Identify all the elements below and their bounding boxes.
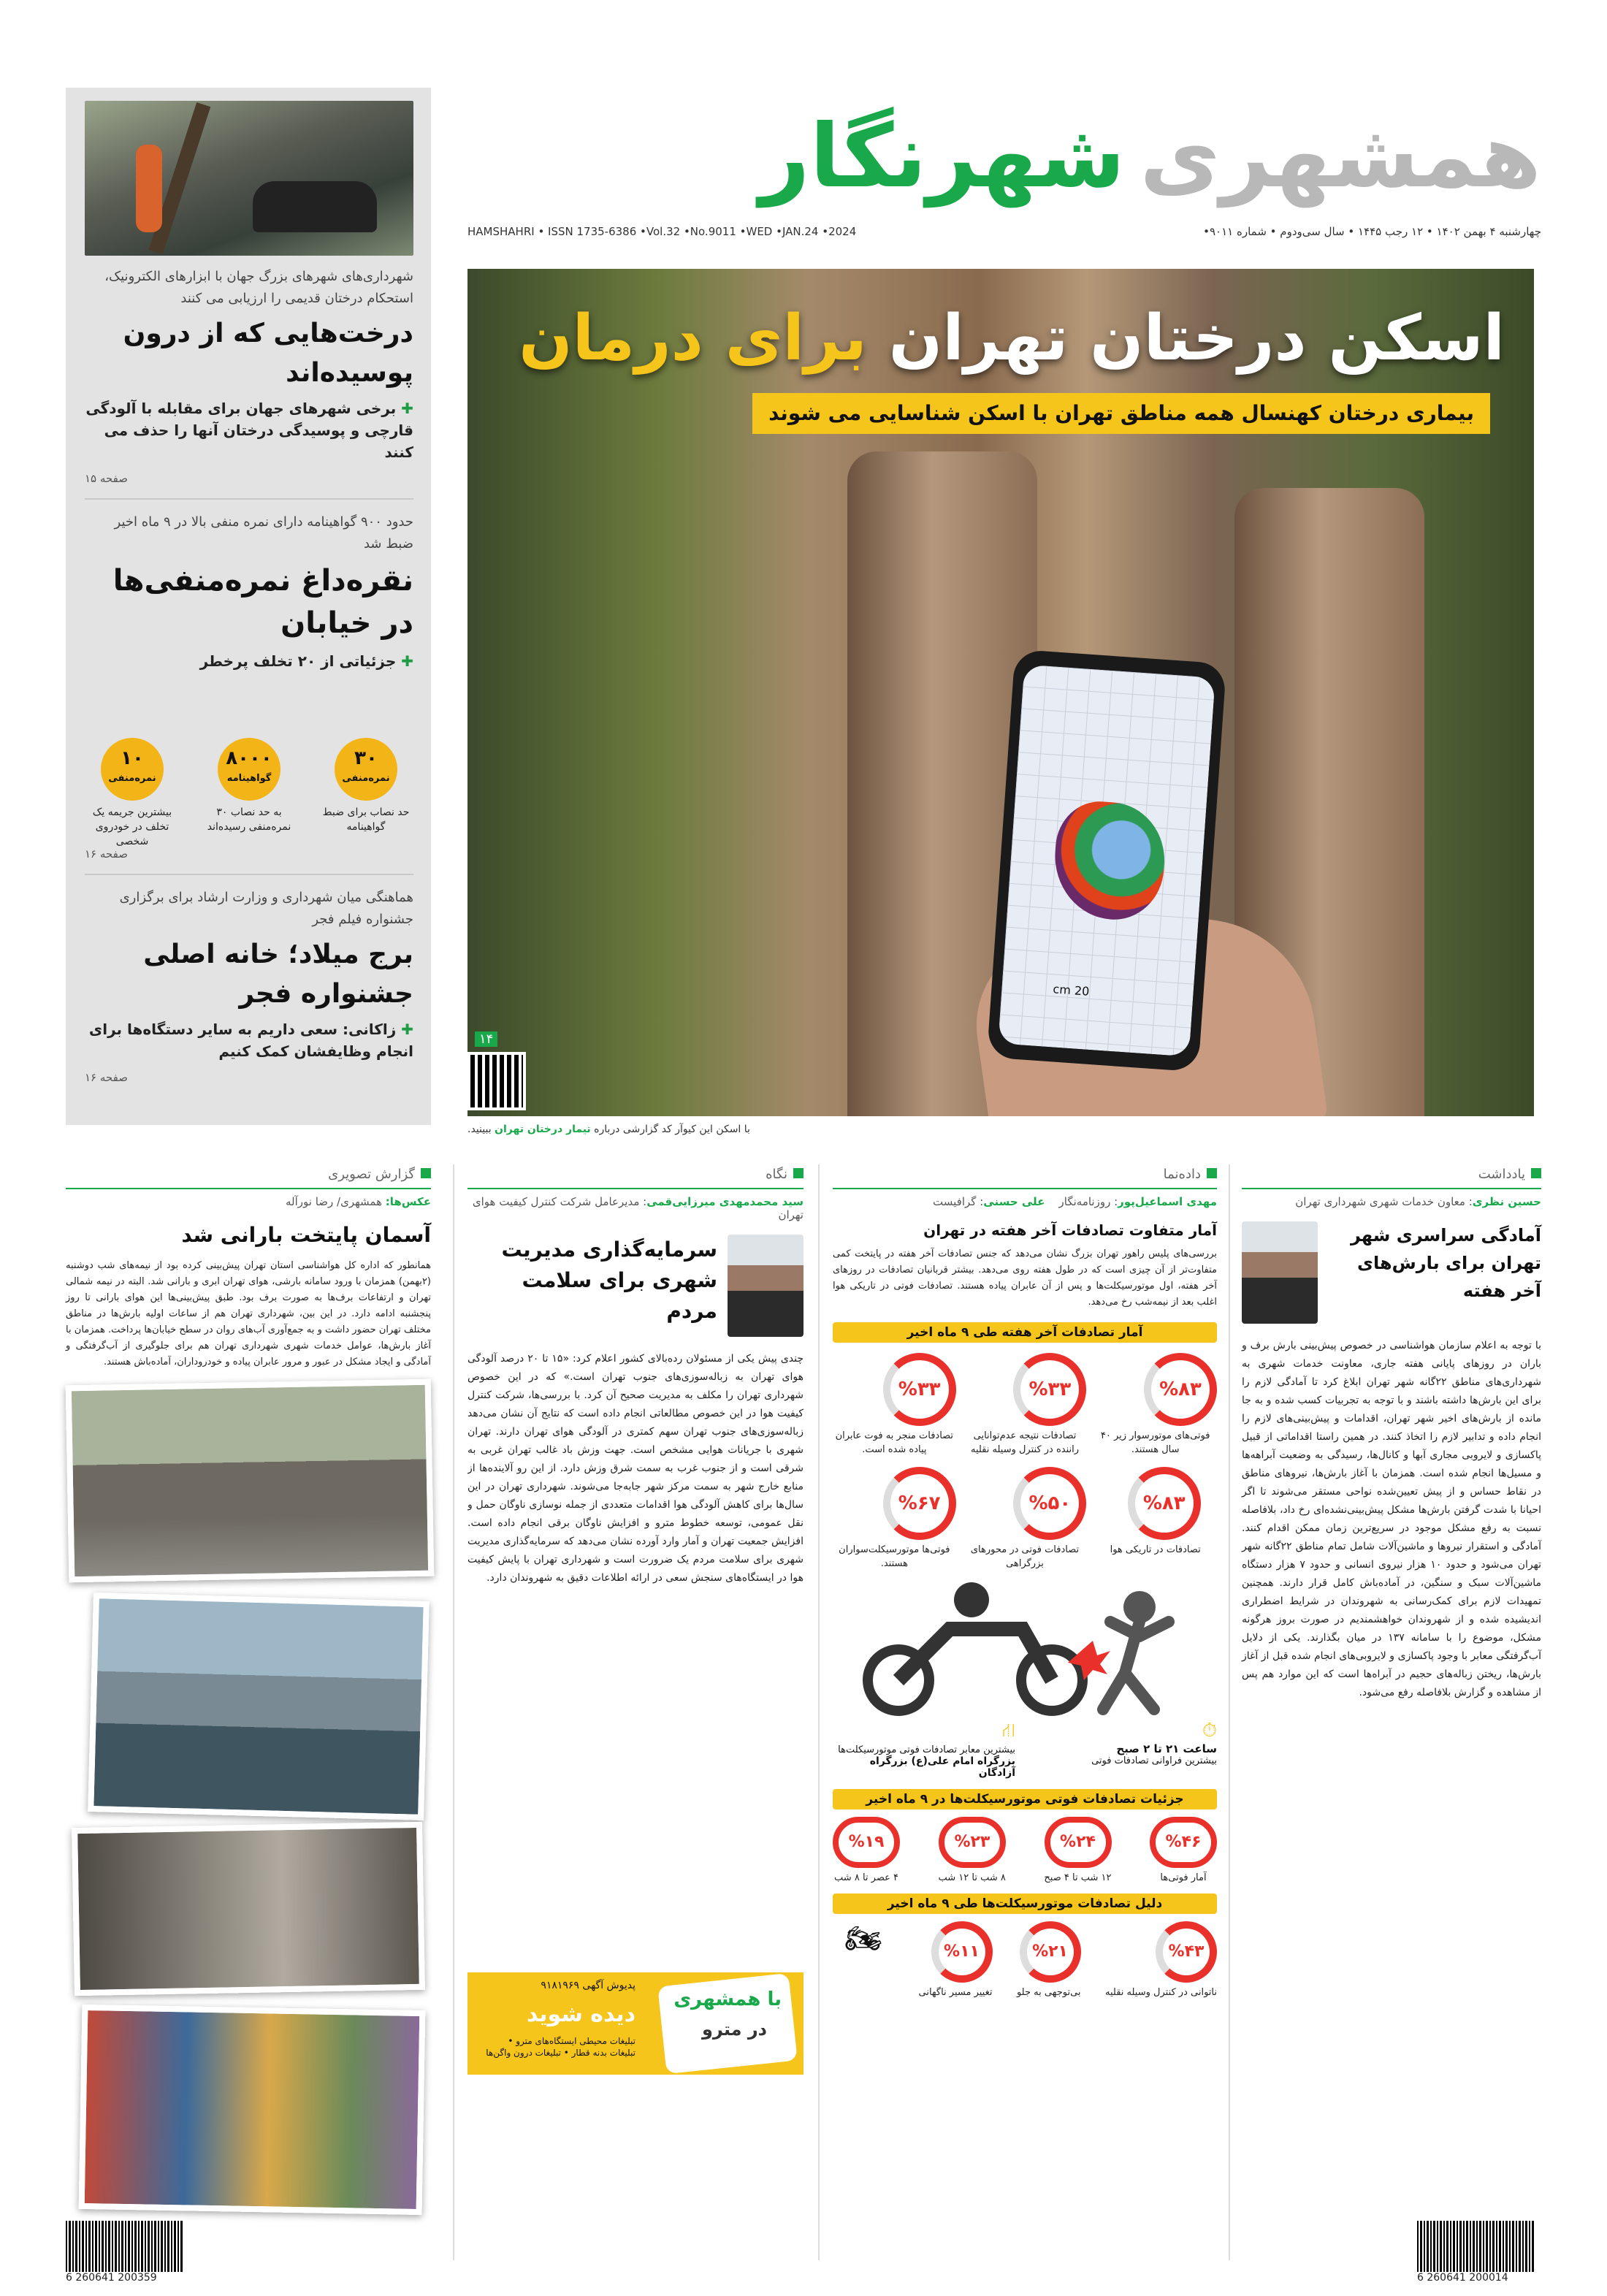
page-ref: صفحه ۱۵ bbox=[85, 472, 128, 485]
phone-illustration bbox=[987, 649, 1226, 1072]
article-headline[interactable]: سرمایه‌گذاری مدیریت شهری برای سلامت مردم bbox=[501, 1237, 717, 1323]
barcode-left: 6 260641 200359 bbox=[66, 2221, 183, 2284]
story-headline[interactable]: نقره‌داغ نمره‌منفی‌ها در خیابان bbox=[112, 564, 413, 640]
article-headline[interactable]: آسمان پایتخت بارانی شد bbox=[181, 1223, 431, 1247]
column-divider bbox=[1229, 1164, 1230, 2260]
hero-caption: با اسکن این کیوآر کد گزارشی درباره تیمار درختان تهران ببینید. bbox=[467, 1124, 750, 1135]
stat-ring: %۱۱ تغییر مسیر ناگهانی bbox=[918, 1921, 992, 1999]
page-ref: صفحه ۱۶ bbox=[85, 847, 128, 861]
article-headline[interactable]: آمادگی سراسری شهر تهران برای بارش‌های آخر هفته bbox=[1350, 1225, 1541, 1301]
stat-item: ۳۰ نمره‌منفی حد نصاب برای ضبط گواهینامه bbox=[318, 738, 413, 849]
metro-ad-banner[interactable] bbox=[467, 1972, 804, 2075]
ad-line2: در مترو bbox=[702, 2019, 767, 2040]
story-headline[interactable]: برج میلاد؛ خانه اصلی جشنواره فجر bbox=[143, 939, 413, 1009]
square-icon bbox=[1207, 1168, 1217, 1178]
square-icon bbox=[1531, 1168, 1541, 1178]
time-block: ⏱ ساعت ۲۱ تا ۲ صبح بیشترین فراوانی تصادفات فوتی bbox=[1049, 1720, 1217, 1779]
stat-ring: %۴۳ ناتوانی در کنترل وسیله نقلیه bbox=[1105, 1921, 1217, 1999]
barcode-icon bbox=[66, 2221, 183, 2272]
scan-image bbox=[1051, 798, 1169, 923]
rain-photo-2 bbox=[88, 1593, 430, 1820]
section-label: نگاه bbox=[467, 1164, 804, 1189]
infographic-title: جزئیات تصادفات فوتی موتورسیکلت‌ها در ۹ ماه اخیر bbox=[833, 1789, 1217, 1809]
motorcycle-crash-illustration bbox=[833, 1578, 1217, 1717]
infographic-title: آمار تصادفات آخر هفته طی ۹ ماه اخیر bbox=[833, 1322, 1217, 1343]
story-kicker: هماهنگی میان شهرداری و وزارت ارشاد برای برگزاری جشنواره فیلم فجر bbox=[119, 890, 413, 927]
divider bbox=[85, 874, 413, 875]
stat-ring: %۶۷ فوتی‌ها موتورسیکلت‌سواران هستند. bbox=[833, 1467, 956, 1571]
rings-grid bbox=[833, 1353, 1217, 1571]
author-portrait bbox=[728, 1235, 804, 1337]
byline: عکس‌ها: همشهری/ رضا نورآله bbox=[286, 1195, 431, 1208]
column-divider bbox=[453, 1164, 454, 2260]
column-divider bbox=[818, 1164, 820, 2260]
story-sub: ✚ جزئیاتی از ۲۰ تخلف پرخطر bbox=[199, 652, 413, 670]
section-label: داده‌نما bbox=[833, 1164, 1217, 1189]
stat-pill: %۴۶ آمار فوتی‌ها bbox=[1150, 1817, 1217, 1885]
highway-icon: ⛙ bbox=[1001, 1720, 1015, 1742]
plus-icon: ✚ bbox=[396, 652, 413, 670]
qr-code-icon[interactable] bbox=[467, 1052, 526, 1110]
stat-pill: %۲۴ ۱۲ شب تا ۴ صبح bbox=[1044, 1817, 1111, 1885]
sidebar-photo-fallen-tree bbox=[85, 101, 413, 256]
stat-pill: %۲۳ ۸ شب تا ۱۲ شب bbox=[939, 1817, 1006, 1885]
stat-item: ۱۰ نمره‌منفی بیشترین جریمه یک تخلف در خودروی شخصی bbox=[85, 738, 180, 849]
ad-line1: با همشهری bbox=[673, 1988, 782, 2010]
sidebar-story-3[interactable] bbox=[85, 887, 413, 1084]
pills-row bbox=[833, 1817, 1217, 1885]
page-badge: ۱۴ bbox=[475, 1031, 497, 1047]
ad-tag: پدیوش آگهی ۹۱۸۱۹۶۹ bbox=[541, 1980, 635, 1991]
clock-icon: ⏱ bbox=[1202, 1720, 1217, 1742]
rain-photo-1 bbox=[66, 1379, 435, 1583]
divider bbox=[85, 498, 413, 500]
rain-photo-4 bbox=[79, 2005, 426, 2215]
story-kicker: شهرداری‌های شهرهای بزرگ جهان با ابزارهای الکترونیک، استحکام درختان قدیمی را ارزیابی می کنند bbox=[104, 269, 413, 306]
stat-item: ۸۰۰۰ گواهینامه به حد نصاب ۳۰ نمره‌منفی رسیده‌اند bbox=[202, 738, 297, 849]
stat-ring: %۳۳ تصادفات منجر به فوت عابران پیاده شده است. bbox=[833, 1353, 956, 1457]
byline: سید محمدمهدی میرزایی‌قمی: مدیرعامل شرکت کنترل کیفیت هوای تهران bbox=[472, 1195, 804, 1221]
story-headline[interactable]: درخت‌هایی که از درون پوسیده‌اند bbox=[123, 319, 413, 388]
logo-hamshahri: همشهری bbox=[1140, 106, 1541, 207]
story-kicker: حدود ۹۰۰ گواهینامه دارای نمره منفی بالا در ۹ ماه اخیر ضبط شد bbox=[114, 514, 413, 552]
hero-photo bbox=[467, 269, 1534, 1116]
logo-shahrnegar: شهرنگار bbox=[759, 106, 1126, 207]
sidebar-story-2[interactable] bbox=[85, 511, 413, 672]
stat-ring: %۲۱ بی‌توجهی به جلو bbox=[1017, 1921, 1081, 1999]
author-portrait bbox=[1242, 1221, 1318, 1324]
time-road-row bbox=[833, 1720, 1217, 1779]
section-label: یادداشت bbox=[1242, 1164, 1541, 1189]
hero-headline[interactable]: اسکن درختان تهران برای درمان bbox=[519, 302, 1505, 375]
ad-line3: دیده شوید bbox=[526, 2002, 635, 2027]
section-label: گزارش تصویری bbox=[66, 1164, 431, 1189]
article-body: با توجه به اعلام سازمان هواشناسی در خصوص پیش‌بینی بارش برف و باران در روزهای پایانی هفته جاری، معاونت خدمات شهری به شهرداری‌های مناطق ۲۲گانه شهر تهران ابلاغ کرد تا آمادگی لازم را برای این بارش‌ها داشته باشند و با توجه به تجربیات کسب شده و به جا مانده از بارش‌های اخیر شهر تهران، اقدامات و پیش‌بینی‌های لازم را انجام داده و تدابیر لازم را اتخاذ کنند. در همین راستا اقداماتی از قبیل پاکسازی و لایروبی مجاری آبها و کانال‌ها، رسیدگی به وضعیت آبراهه‌ها و مسیل‌ها انجام شده است. همزمان با آغاز بارش‌ها، نیروهای مناطق در نقاط حساس و از پیش تعیین‌شده نواحی مستقر می‌شوند تا اگر احیانا با شدت گرفتن بارش‌ها مشکل پیش‌بینی‌نشده‌ای رخ داد، بلافاصله نسبت به رفع مشکل موجود در سریع‌ترین زمان ممکن اقدام کنند. آمادگی و استقرار نیروها و ماشین‌آلات شامل تمام مناطق ۲۲گانه شهر تهران می‌شود و حدود ۱۰ هزار نیروی انسانی و حدود ۷ هزار دستگاه ماشین‌آلات سبک و سنگین، در آماده‌باش کامل قرار دارند. همچنین تمهیدات لازم برای کمک‌رسانی به شهروندان در شرایط اضطراری اندیشیده شده و از شهروندان خواهشمندیم در صورت بروز هرگونه مشکل، موضوع را با سامانه ۱۳۷ در میان بگذارند. یکی از دلایل آب‌گرفتگی معابر با وجود پاکسازی و لایروبی‌های انجام شده قبل از آغاز بارش‌ها، ریختن زباله‌های حجیم در آبراه‌ها است که این موارد هم پس از مشاهده و گزارش بلافاصله رفع می‌شود. bbox=[1242, 1340, 1541, 1698]
plus-icon: ✚ bbox=[396, 1021, 413, 1038]
sidebar-story-1[interactable] bbox=[85, 266, 413, 485]
byline: حسین نظری: معاون خدمات شهری شهرداری تهران bbox=[1295, 1195, 1541, 1208]
dateline-fa: چهارشنبه ۴ بهمن ۱۴۰۲ • ۱۲ رجب ۱۴۴۵ • سال سی‌ودوم • شماره ۹۰۱۱• bbox=[1203, 225, 1541, 238]
square-icon bbox=[421, 1168, 431, 1178]
stat-ring: %۵۰ تصادفات فوتی در محورهای بزرگراهی bbox=[963, 1467, 1087, 1571]
road-block: ⛙ بیشترین معابر تصادفات فوتی موتورسیکلت‌ها بزرگراه امام علی(ع) بزرگراه آزادگان bbox=[833, 1720, 1015, 1779]
ad-items: تبلیغات محیطی ایستگاه‌های مترو • تبلیغات بدنه قطار • تبلیغات درون واگن‌ها bbox=[486, 2036, 635, 2058]
barcode-icon bbox=[1417, 2221, 1534, 2272]
stat-ring: %۸۳ تصادفات در تاریکی هوا bbox=[1110, 1467, 1201, 1571]
scale-label: 20 cm bbox=[1052, 982, 1090, 999]
stat-ring: %۳۳ تصادفات نتیجه عدم‌توانایی راننده در کنترل وسیله نقلیه bbox=[963, 1353, 1087, 1457]
story-sub: ✚ زاکانی: سعی داریم به سایر دستگاه‌ها برای انجام وظایفشان کمک کنیم bbox=[88, 1021, 413, 1060]
hero-subheadline: بیماری درختان کهنسال همه مناطق تهران با اسکن شناسایی می شوند bbox=[752, 393, 1490, 434]
article-headline[interactable]: آمار متفاوت تصادفات آخر هفته در تهران bbox=[923, 1221, 1217, 1239]
story-sub: ✚ برخی شهرهای جهان برای مقابله با آلودگی قارچی و پوسیدگی درختان آنها را حذف می کنند bbox=[85, 400, 413, 461]
article-body: چندی پیش یکی از مسئولان رده‌بالای کشور اعلام کرد: «۱۵ تا ۲۰ درصد آلودگی هوای تهران به زباله‌سوزی‌های جنوب تهران است.» که در این خصوص شهرداری تهران را مکلف به مدیریت صحیح آن کرد. با بررسی‌ها، شرکت کنترل کیفیت هوا در این خصوص مطالعاتی انجام داده است که نتایج آن نشان می‌دهد زباله‌سوزی‌های جنوب تهران سهم کمتری در آلودگی هوای تهران دارند. تهران شهری با جریانات هوایی مشخص است. جهت وزش باد غالب تهران غربی به شرقی است و از جنوب غرب به سمت شرق وزش دارد. از این رو آلاینده‌ها از منابع خارج شهر به سمت مرکز شهر جابه‌جا می‌شوند. شهرداری تهران در این سال‌ها برای کاهش آلودگی هوا اقدامات متعددی از جمله نوسازی ناوگان حمل و نقل عمومی، توسعه خطوط مترو و افزایش ناوگان برقی انجام داده است. افزایش جمعیت تهران و آمار وارد آورده نشان می‌دهد که سرمایه‌گذاری مدیریت شهری برای سلامت مردم یک ضرورت است و شهرداری تهران با پایش کیفیت هوا در ایستگاه‌های سنجش سعی در ارائه اطلاعات دقیق به شهروندان دارد. bbox=[467, 1353, 804, 1584]
masthead[interactable] bbox=[760, 102, 1541, 212]
column-note bbox=[467, 1164, 804, 2260]
rings2-row bbox=[833, 1921, 1217, 1999]
square-icon bbox=[793, 1168, 804, 1178]
plus-icon: ✚ bbox=[396, 400, 413, 417]
byline: مهدی اسماعیل‌پور: روزنامه‌نگار علی حسنی: گرافیست bbox=[933, 1195, 1217, 1208]
column-editorial bbox=[1242, 1164, 1541, 2260]
stat-ring: %۸۳ فوتی‌های موتورسوار زیر ۴۰ سال هستند. bbox=[1093, 1353, 1217, 1457]
barcode-right: 6 260641 200014 bbox=[1417, 2221, 1534, 2284]
motorcycle-icon: 🏍 bbox=[844, 1922, 882, 1956]
stats-row bbox=[85, 738, 413, 849]
infographic-title: دلیل تصادفات موتورسیکلت‌ها طی ۹ ماه اخیر bbox=[833, 1893, 1217, 1914]
article-body: بررسی‌های پلیس راهور تهران بزرگ نشان می‌دهد که جنس تصادفات آخر هفته در پایتخت کمی متفاوت‌تر از آن چیزی است که در طول هفته روی می‌دهد. بیشتر قربانیان تصادفات در روزهای آخر هفته، اول موتورسیکلت‌ها و پس از آن عابران پیاده هستند. تصادفات فوتی در تاریکی هوا اغلب بعد از نیمه‌شب رخ می‌دهد. bbox=[833, 1248, 1217, 1308]
column-data bbox=[833, 1164, 1217, 2260]
page-ref: صفحه ۱۶ bbox=[85, 1071, 128, 1084]
stat-pill: %۱۹ ۴ عصر تا ۸ شب bbox=[833, 1817, 900, 1885]
dateline-en: HAMSHAHRI • ISSN 1735-6386 •Vol.32 •No.9011 •WED •JAN.24 •2024 bbox=[467, 225, 857, 238]
rain-photo-3 bbox=[72, 1822, 425, 1996]
article-body: همانطور که اداره کل هواشناسی استان تهران پیش‌بینی کرده بود از نیمه‌های شب دوشنبه (۲بهمن) همزمان با ورود سامانه بارشی، هوای تهران ابری و بارانی شد. البته در نیمه شمالی تهران و ارتفاعات برف‌ها به صورت برف بود. طبق پیش‌بینی‌ها این هوای بارانی تا روز پنجشنبه ادامه دارد. در این بین، شهرداری تهران هم از ساعات اولیه بارش‌ها در مناطق مختلف تهران حضور داشت و به جمع‌آوری آب‌های روان در سطح خیابان‌ها پرداخت. همزمان با آغاز بارش‌ها، عوامل خدمات شهری شهرداری تهران هم برای جلوگیری از آب‌گرفتگی و آمادگی و ایجاد مشکل در عبور و مرور عابران پیاده و خودروداران، آماده‌باش هستند. bbox=[66, 1260, 431, 1368]
